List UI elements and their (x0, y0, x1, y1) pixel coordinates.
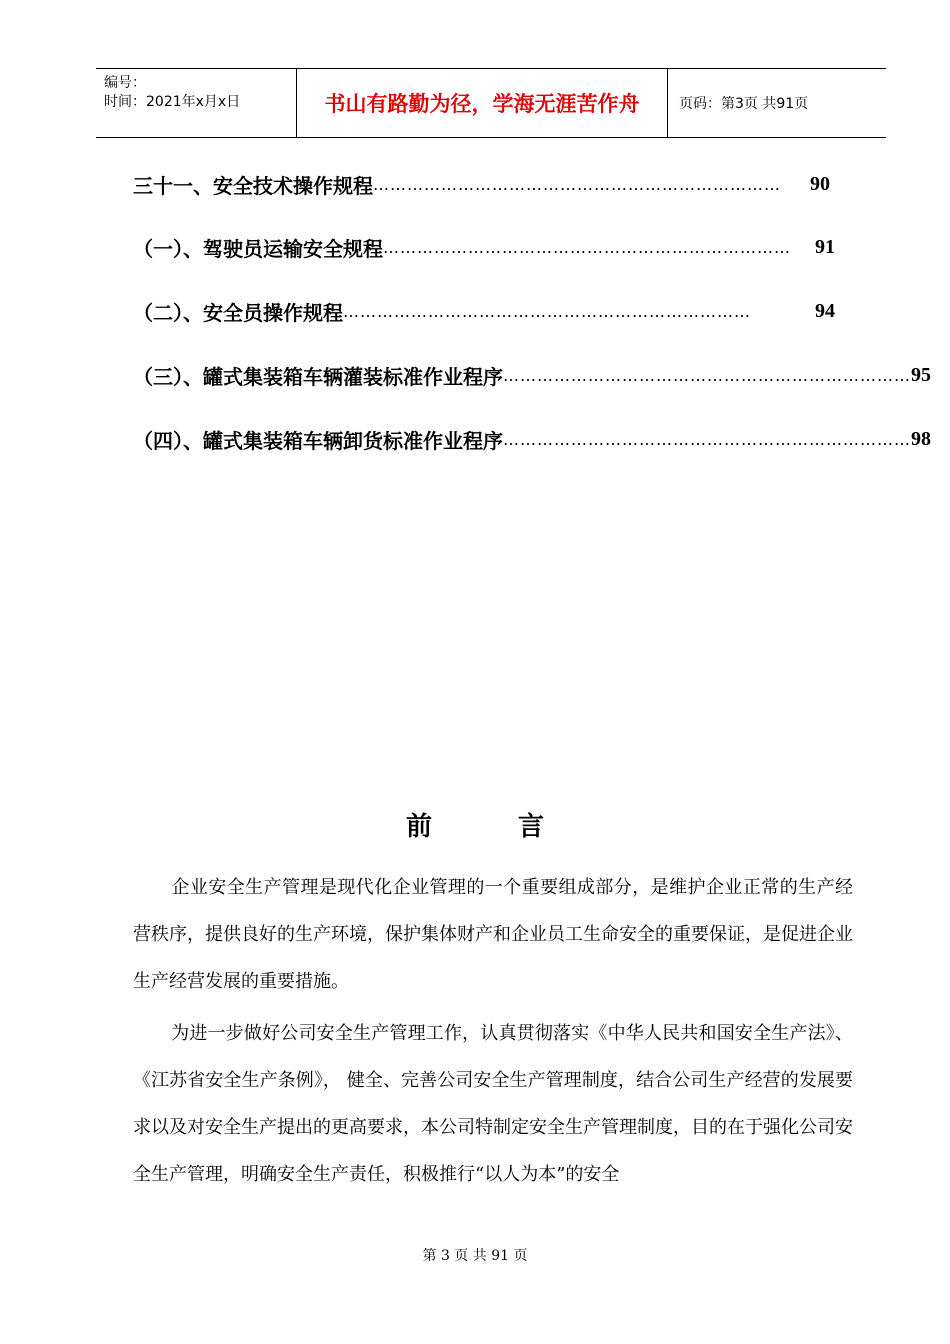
toc-entry[interactable] (133, 425, 931, 454)
preface-paragraph-text: 为进一步做好公司安全生产管理工作，认真贯彻落实《中华人民共和国安全生产法》、《江苏省安全生产条例》， 健全、完善公司安全生产管理制度，结合公司生产经营的发展要求以及对安全生产提出的更高要求，本公司特制定安全生产管理制度，目的在于强化公司安全生产管理，明确安全生产责任，积极推行“以人为本”的安全 (133, 1023, 853, 1185)
toc-entry-page: 94 (815, 300, 835, 322)
toc-entry[interactable] (133, 297, 835, 326)
toc-entry-label: （一）、驾驶员运输安全规程 (133, 237, 383, 261)
document-header (96, 68, 886, 138)
toc-entry-page: 98 (911, 428, 931, 450)
toc-entry-page: 91 (815, 236, 835, 258)
number-label: 编号： (104, 75, 146, 91)
preface-title (0, 806, 950, 843)
preface-paragraph-text: 企业安全生产管理是现代化企业管理的一个重要组成部分，是维护企业正常的生产经营秩序，提供良好的生产环境，保护集体财产和企业员工生命安全的重要保证，是促进企业生产经营发展的重要措施。 (133, 877, 853, 992)
preface-paragraph (133, 864, 853, 1005)
toc-entry-label: （四）、罐式集装箱车辆卸货标准作业程序 (133, 429, 503, 453)
toc-entry[interactable] (133, 233, 835, 262)
toc-leader-dots: ……………………………………………………………… (373, 175, 781, 194)
preface-title-right: 言 (518, 812, 545, 842)
header-meta (96, 69, 297, 137)
toc-leader-dots: ……………………………………………………………… (343, 302, 751, 321)
toc-leader-dots: ……………………………………………………………… (503, 366, 911, 385)
preface-title-left: 前 (405, 812, 432, 842)
time-label: 时间：2021年x月x日 (104, 94, 241, 110)
toc-entry-page: 95 (911, 364, 931, 386)
toc-leader-dots: ……………………………………………………………… (383, 238, 791, 257)
toc-entry[interactable] (133, 361, 931, 390)
toc-leader-dots: ……………………………………………………………… (503, 430, 911, 449)
preface-paragraph (133, 1010, 853, 1198)
page-footer: 第 3 页 共 91 页 (422, 1248, 528, 1264)
header-page-info: 页码：第3页 共91页 (679, 96, 809, 112)
header-motto: 书山有路勤为径，学海无涯苦作舟 (297, 69, 668, 137)
toc-entry-label: 三十一、安全技术操作规程 (133, 174, 373, 198)
toc-entry-label: （三）、罐式集装箱车辆灌装标准作业程序 (133, 365, 503, 389)
toc-entry-label: （二）、安全员操作规程 (133, 301, 343, 325)
toc-entry[interactable] (133, 170, 830, 199)
toc-entry-page: 90 (810, 173, 830, 195)
